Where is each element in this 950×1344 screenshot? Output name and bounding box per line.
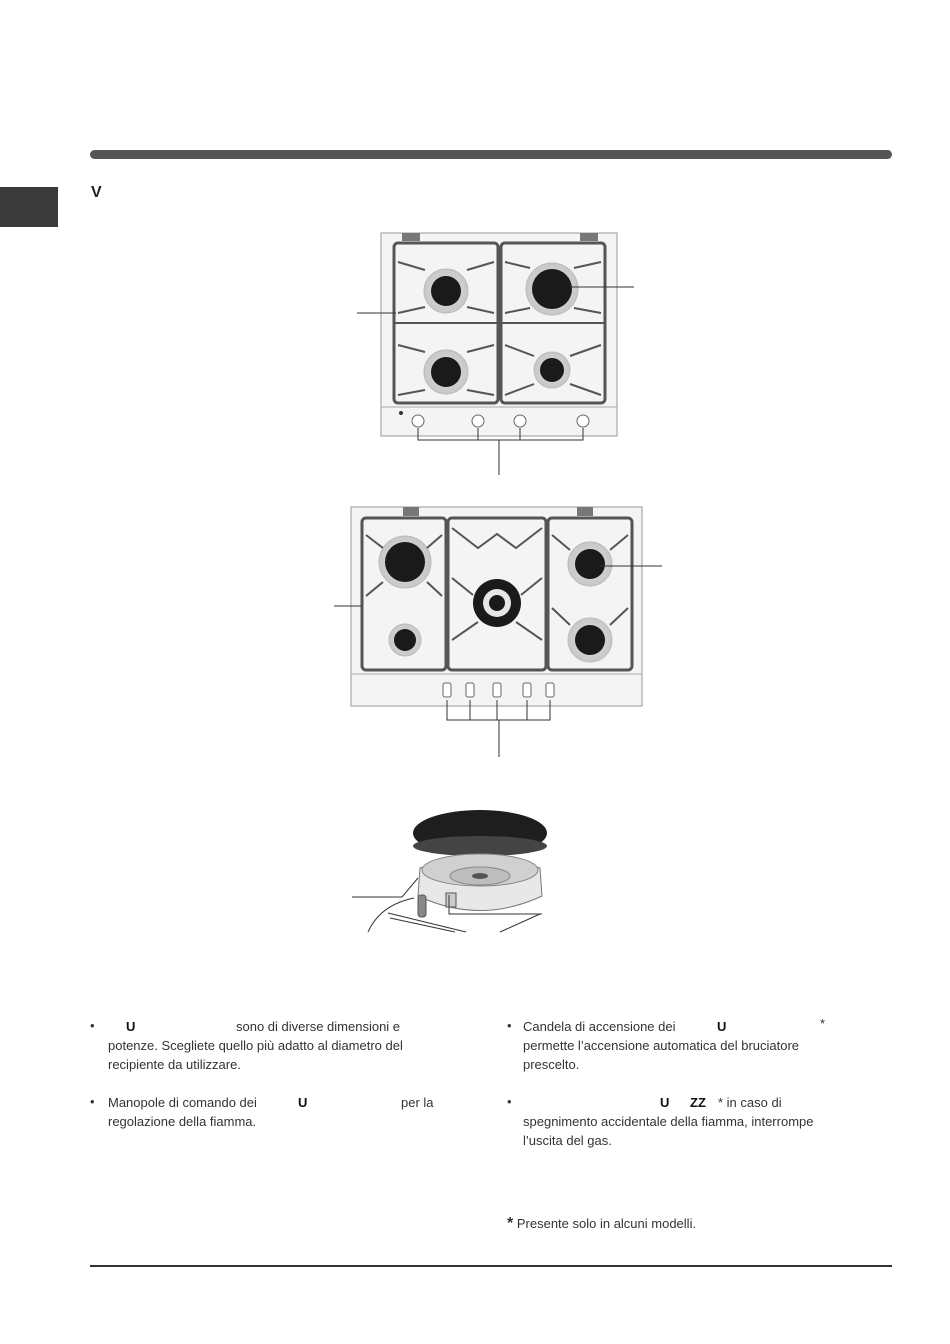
bullet-4-line3: l’uscita del gas.	[523, 1133, 612, 1148]
bullet-1-line1a: U	[126, 1019, 136, 1034]
bullet-4-line1c: * in caso di	[718, 1095, 782, 1110]
footnote-star: *	[507, 1215, 514, 1232]
cooktop-4-burner-illustration	[357, 233, 634, 475]
bullet-2-line2: regolazione della fiamma.	[108, 1114, 257, 1129]
bullet-3-line1b: U	[717, 1019, 727, 1034]
bullet-icon: •	[507, 1018, 512, 1033]
bullet-4-line1b: ZZ	[690, 1095, 706, 1110]
bullet-2-line1c: per la	[401, 1095, 434, 1110]
bullet-3-line2: permette l’accensione automatica del bruciatore	[523, 1038, 800, 1053]
footer-rule	[90, 1265, 892, 1267]
section-heading: V	[91, 184, 102, 201]
bullet-4-line1a: U	[660, 1095, 670, 1110]
footnote	[507, 1214, 696, 1233]
bullet-3-line1a: Candela di accensione dei	[523, 1019, 676, 1034]
bullet-icon: •	[90, 1094, 95, 1109]
bullet-1-line3: recipiente da utilizzare.	[108, 1057, 241, 1072]
bullet-2-line1a: Manopole di comando dei	[108, 1095, 257, 1110]
bullet-icon: •	[507, 1094, 512, 1109]
bullet-2-line1b: U	[298, 1095, 308, 1110]
bullet-3-line1c: *	[820, 1016, 826, 1031]
bullet-4-line2: spegnimento accidentale della fiamma, interrompe	[523, 1114, 814, 1129]
bullet-icon: •	[90, 1018, 95, 1033]
burner-exploded-illustration	[352, 810, 547, 932]
footnote-text: Presente solo in alcuni modelli.	[516, 1216, 697, 1231]
bullet-3-line3: prescelto.	[523, 1057, 580, 1072]
cooktop-5-burner-illustration	[334, 507, 662, 757]
bullet-1-line1b: sono di diverse dimensioni e	[236, 1019, 401, 1034]
bullet-1-line2: potenze. Scegliete quello più adatto al diametro del	[108, 1038, 403, 1053]
